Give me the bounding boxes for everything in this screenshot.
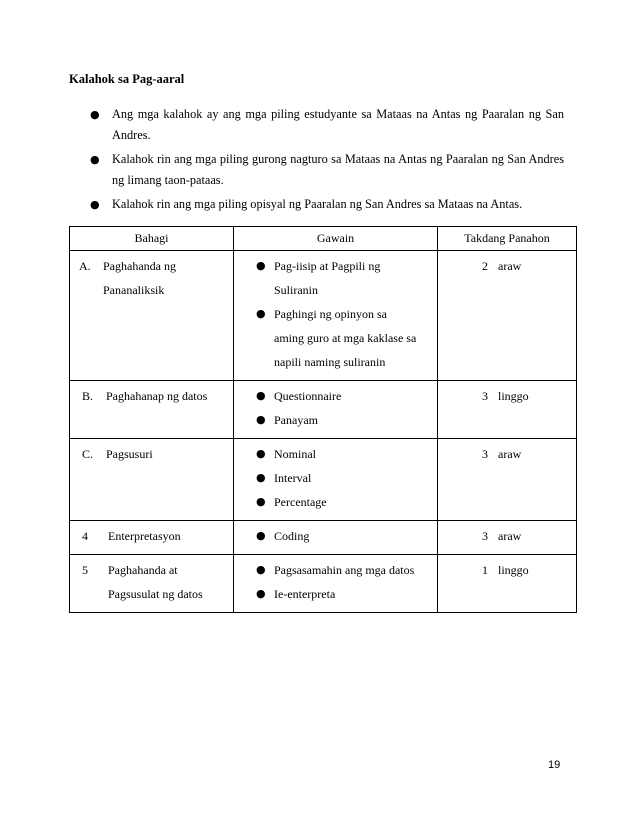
bahagi-cell [70,251,234,381]
bahagi-text: Pagsusulat ng datos [108,587,203,601]
panahon-number: 3 [482,389,488,403]
header-takdang-panahon: Takdang Panahon [438,227,577,251]
gawain-text: Panayam [274,413,318,427]
participants-list [88,104,564,218]
gawain-cell [234,555,438,613]
panahon-number: 2 [482,259,488,273]
bullet-icon: ● [90,198,100,211]
gawain-item [234,408,437,432]
gawain-item [234,384,437,408]
bullet-icon: ● [256,389,266,402]
gawain-text: napili naming suliranin [274,355,386,369]
bahagi-cell [70,381,234,439]
panahon-unit: araw [498,259,522,273]
gawain-item [234,490,437,514]
bahagi-cell [70,555,234,613]
schedule-table [69,226,577,613]
bahagi-label: B. [82,389,94,403]
gawain-item-continuation [234,326,437,350]
panahon-cell [438,251,577,381]
bullet-icon: ● [256,413,266,426]
gawain-text: aming guro at mga kaklase sa [274,331,417,345]
bullet-icon: ● [256,495,266,508]
bullet-icon: ● [256,307,266,320]
gawain-item-continuation [234,350,437,374]
panahon-number: 3 [482,447,488,461]
panahon-number: 1 [482,563,488,577]
gawain-item [234,466,437,490]
bullet-icon: ● [90,153,100,166]
bullet-item [88,194,564,215]
panahon-unit: linggo [498,389,529,403]
bahagi-label: C. [82,447,94,461]
gawain-text: Pagsasamahin ang mga datos [274,563,415,577]
panahon-cell [438,439,577,521]
gawain-item [234,524,437,548]
table-row [70,439,577,521]
bullet-icon: ● [90,108,100,121]
bullet-icon: ● [256,529,266,542]
page-number: 19 [548,759,561,771]
panahon-unit: linggo [498,563,529,577]
bullet-item [88,104,564,146]
panahon-unit: araw [498,447,522,461]
bullet-icon: ● [256,447,266,460]
bahagi-text: Enterpretasyon [108,529,181,543]
gawain-item [234,558,437,582]
gawain-item [234,254,437,278]
table-row [70,521,577,555]
gawain-text: Questionnaire [274,389,342,403]
panahon-cell [438,521,577,555]
panahon-cell [438,555,577,613]
bahagi-text: Paghahanda at [108,563,178,577]
gawain-text: Interval [274,471,312,485]
panahon-unit: araw [498,529,522,543]
gawain-text: Nominal [274,447,316,461]
gawain-text: Coding [274,529,310,543]
bullet-icon: ● [256,563,266,576]
bahagi-label: 4 [82,529,88,543]
table-header-row [70,227,577,251]
bullet-icon: ● [256,471,266,484]
gawain-item [234,582,437,606]
bahagi-cell [70,521,234,555]
bullet-item [88,149,564,191]
panahon-number: 3 [482,529,488,543]
bahagi-label: A. [79,259,91,273]
bullet-text: Ang mga kalahok ay ang mga piling estudyante sa Mataas na Antas ng Paaralan ng San Andres. [112,107,564,142]
header-gawain: Gawain [234,227,438,251]
panahon-cell [438,381,577,439]
gawain-text: Suliranin [274,283,318,297]
table-row [70,555,577,613]
header-bahagi: Bahagi [70,227,234,251]
bullet-icon: ● [256,259,266,272]
gawain-item [234,442,437,466]
table-row [70,381,577,439]
bahagi-text: Pananaliksik [103,283,165,297]
gawain-cell [234,439,438,521]
bullet-text: Kalahok rin ang mga piling opisyal ng Paaralan ng San Andres sa Mataas na Antas. [112,197,523,211]
gawain-item-continuation [234,278,437,302]
gawain-text: Percentage [274,495,327,509]
bahagi-text: Paghahanda ng [103,259,176,273]
section-heading: Kalahok sa Pag-aaral [69,72,185,86]
gawain-text: Ie-enterpreta [274,587,336,601]
bullet-text: Kalahok rin ang mga piling gurong nagturo sa Mataas na Antas ng Paaralan ng San Andres ng limang taon-pataas. [112,152,564,187]
bahagi-cell [70,439,234,521]
table-row [70,251,577,381]
gawain-cell [234,521,438,555]
bahagi-text: Pagsusuri [106,447,153,461]
bahagi-label: 5 [82,563,88,577]
gawain-text: Paghingi ng opinyon sa [274,307,387,321]
bahagi-text: Paghahanap ng datos [106,389,208,403]
bullet-icon: ● [256,587,266,600]
gawain-text: Pag-iisip at Pagpili ng [274,259,381,273]
gawain-item [234,302,437,326]
gawain-cell [234,251,438,381]
gawain-cell [234,381,438,439]
